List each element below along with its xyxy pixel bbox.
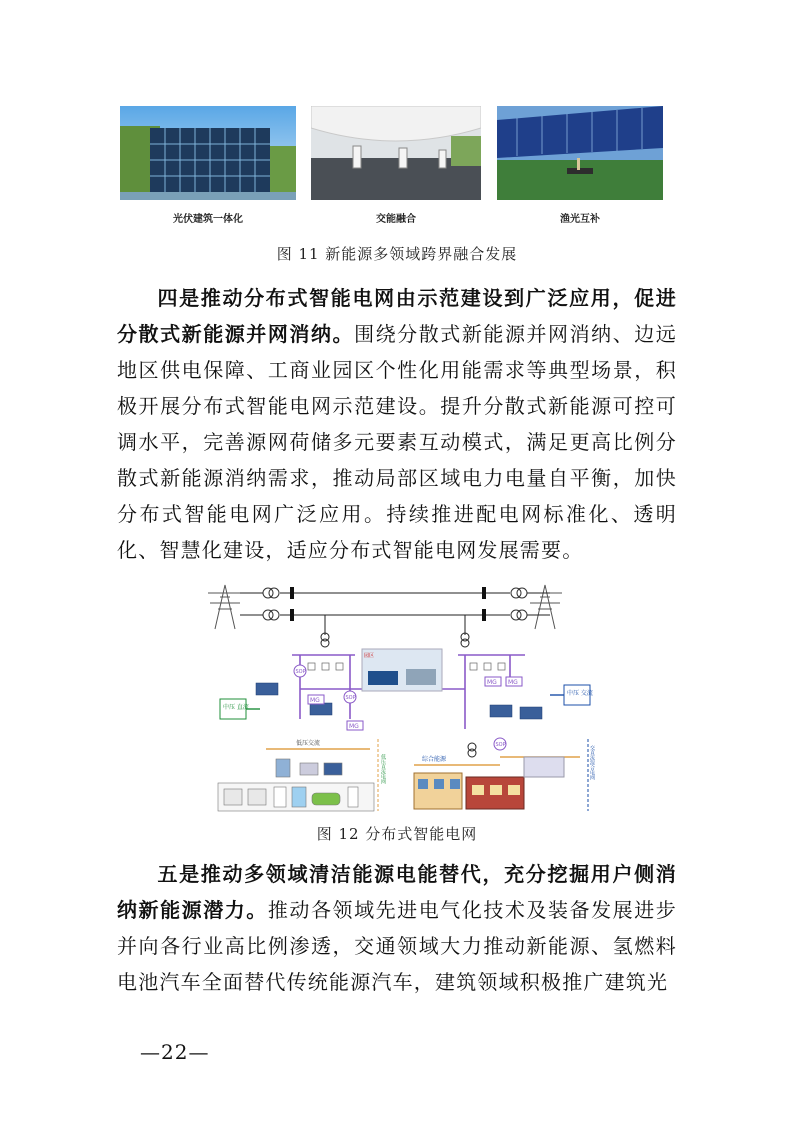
sop-label-2: SOP bbox=[345, 695, 356, 701]
paragraph-4 bbox=[117, 280, 677, 568]
bipv-building-photo bbox=[120, 106, 296, 200]
mv-dc-label: 中压 直流 bbox=[223, 704, 249, 711]
paragraph-5-body: 推动各领域先进电气化技术及装备发展进步并向各行业高比例渗透，交通领域大力推动新能源、氢燃料电池汽车全面替代传统能源汽车，建筑领域积极推广建筑光 bbox=[117, 898, 677, 994]
paragraph-4-body: 围绕分散式新能源并网消纳、边远地区供电保障、工商业园区个性化用能需求等典型场景，积极开展分布式智能电网示范建设。提升分散式新能源可控可调水平，完善源网荷储多元要素互动模式，满足更高比例分散式新能源消纳需求，推动局部区域电力电量自平衡，加快分布式智能电网广泛应用。持续推进配电网标准化、透明化、智慧化建设，适应分布式智能电网发展需要。 bbox=[117, 322, 678, 562]
sop-label-3: SOP bbox=[495, 742, 506, 748]
park-label: 综合能源 bbox=[422, 756, 447, 763]
mg-label-1: MG bbox=[310, 697, 320, 704]
mg-label-3: MG bbox=[487, 679, 497, 686]
acdc-hybrid-label: 交直流混合电网 bbox=[589, 745, 595, 780]
mv-ac-label: 中压 交流 bbox=[567, 690, 593, 697]
fishery-solar-photo bbox=[497, 106, 663, 200]
lv-ac-label: 低压交流 bbox=[296, 740, 321, 747]
photo-caption-ev: 交能融合 bbox=[376, 214, 416, 225]
lv-dc-grid-label: 低压直流电网 bbox=[380, 754, 386, 784]
distributed-smart-grid-diagram bbox=[200, 579, 600, 815]
paragraph-5 bbox=[117, 856, 677, 1000]
paragraph-4-lead: 四是推动分布式智能电网由示范建设到广泛应用，促进分散式新能源并网消纳。 bbox=[117, 286, 677, 346]
mg-label-4: MG bbox=[508, 679, 518, 686]
photo-caption-fishery: 渔光互补 bbox=[560, 214, 600, 225]
ev-charging-station-photo bbox=[311, 106, 481, 200]
sop-label-1: SOP bbox=[295, 669, 306, 675]
page-number: —22— bbox=[140, 1040, 210, 1064]
figure-12-caption: 图 12 分布式智能电网 bbox=[316, 825, 478, 843]
campus-label: 园区 bbox=[364, 653, 375, 659]
figure-11-caption: 图 11 新能源多领域跨界融合发展 bbox=[276, 245, 518, 263]
paragraph-5-lead: 五是推动多领域清洁能源电能替代，充分挖掘用户侧消纳新能源潜力。 bbox=[117, 862, 677, 922]
mg-label-2: MG bbox=[349, 723, 359, 730]
photo-caption-bipv: 光伏建筑一体化 bbox=[173, 214, 243, 225]
